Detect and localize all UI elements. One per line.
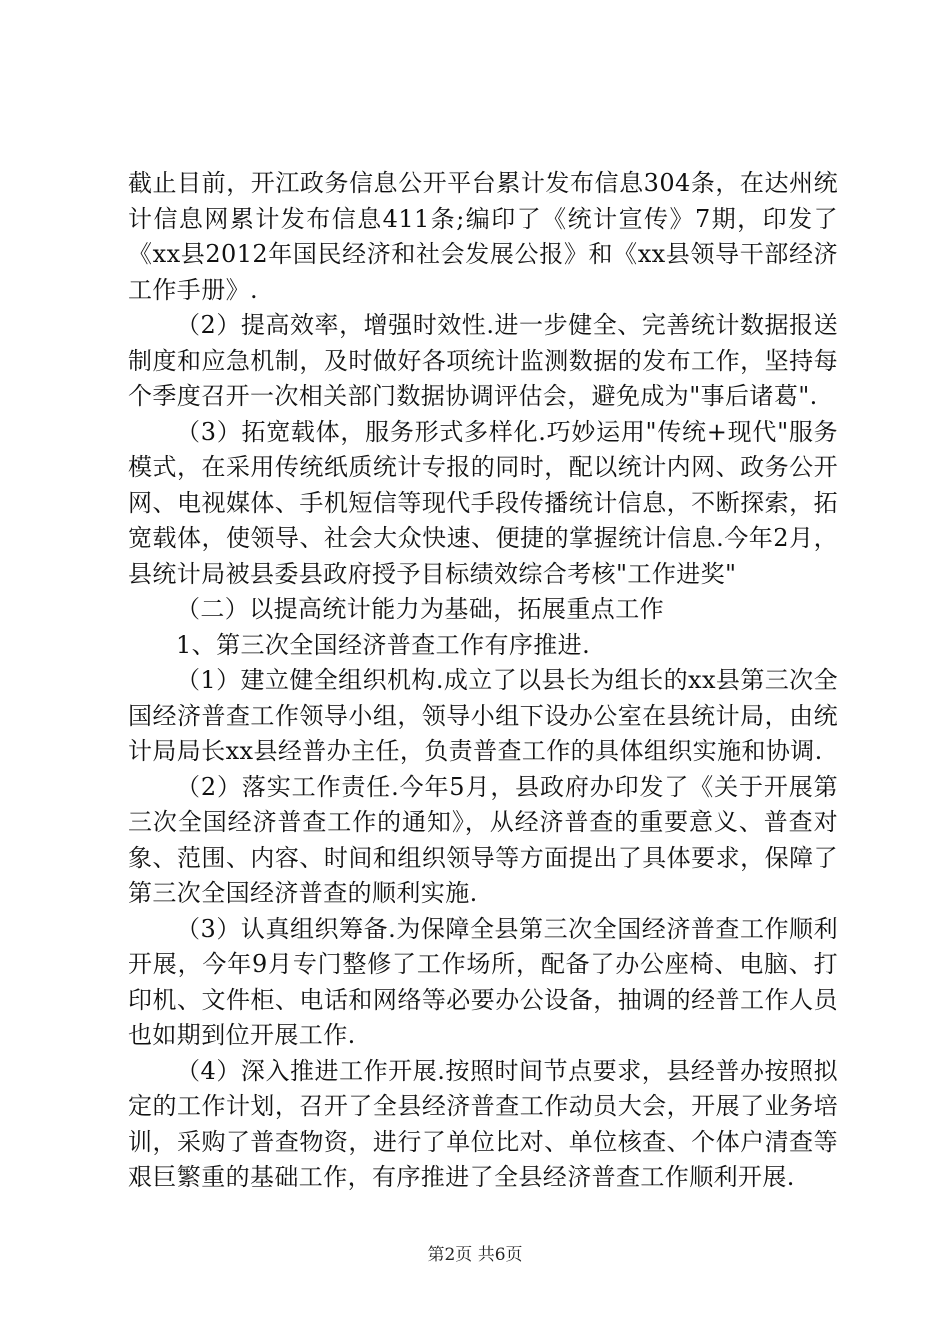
paragraph-service-forms: （3）拓宽载体，服务形式多样化.巧妙运用"传统+现代"服务模式，在采用传统纸质统计专报的同时，配以统计内网、政务公开网、电视媒体、手机短信等现代手段传播统计信息，不断探索，拓宽载体，使领导、社会大众快速、便捷的掌握统计信息.今年2月，县统计局被县委县政府授予目标绩效综合考核"工作进奖": [128, 417, 838, 588]
document-body: [128, 166, 838, 1196]
paragraph-organization: （1）建立健全组织机构.成立了以县长为组长的xx县第三次全国经济普查工作领导小组，领导小组下设办公室在县统计局，由统计局局长xx县经普办主任，负责普查工作的具体组织实施和协调.: [128, 666, 838, 765]
paragraph-efficiency: （2）提高效率，增强时效性.进一步健全、完善统计数据报送制度和应急机制，及时做好各项统计监测数据的发布工作，坚持每个季度召开一次相关部门数据协调评估会，避免成为"事后诸葛".: [128, 311, 838, 410]
page-number-footer: 第2页 共6页: [427, 1245, 523, 1265]
paragraph-responsibility: （2）落实工作责任.今年5月，县政府办印发了《关于开展第三次全国经济普查工作的通知》，从经济普查的重要意义、普查对象、范围、内容、时间和组织领导等方面提出了具体要求，保障了第三次全国经济普查的顺利实施.: [128, 772, 838, 907]
section-heading-capacity: （二）以提高统计能力为基础，拓展重点工作: [176, 595, 664, 623]
paragraph-progress: （4）深入推进工作开展.按照时间节点要求，县经普办按照拟定的工作计划，召开了全县经济普查工作动员大会，开展了业务培训，采购了普查物资，进行了单位比对、单位核查、个体户清查等艰巨繁重的基础工作，有序推进了全县经济普查工作顺利开展.: [128, 1056, 838, 1191]
paragraph-preparation: （3）认真组织筹备.为保障全县第三次全国经济普查工作顺利开展，今年9月专门整修了工作场所，配备了办公座椅、电脑、打印机、文件柜、电话和网络等必要办公设备，抽调的经普工作人员也如期到位开展工作.: [128, 914, 838, 1049]
paragraph-publication-stats: 截止目前，开江政务信息公开平台累计发布信息304条，在达州统计信息网累计发布信息411条;编印了《统计宣传》7期，印发了《xx县2012年国民经济和社会发展公报》和《xx县领导干部经济工作手册》.: [128, 169, 838, 304]
subheading-economic-census: 1、第三次全国经济普查工作有序推进.: [176, 630, 591, 659]
